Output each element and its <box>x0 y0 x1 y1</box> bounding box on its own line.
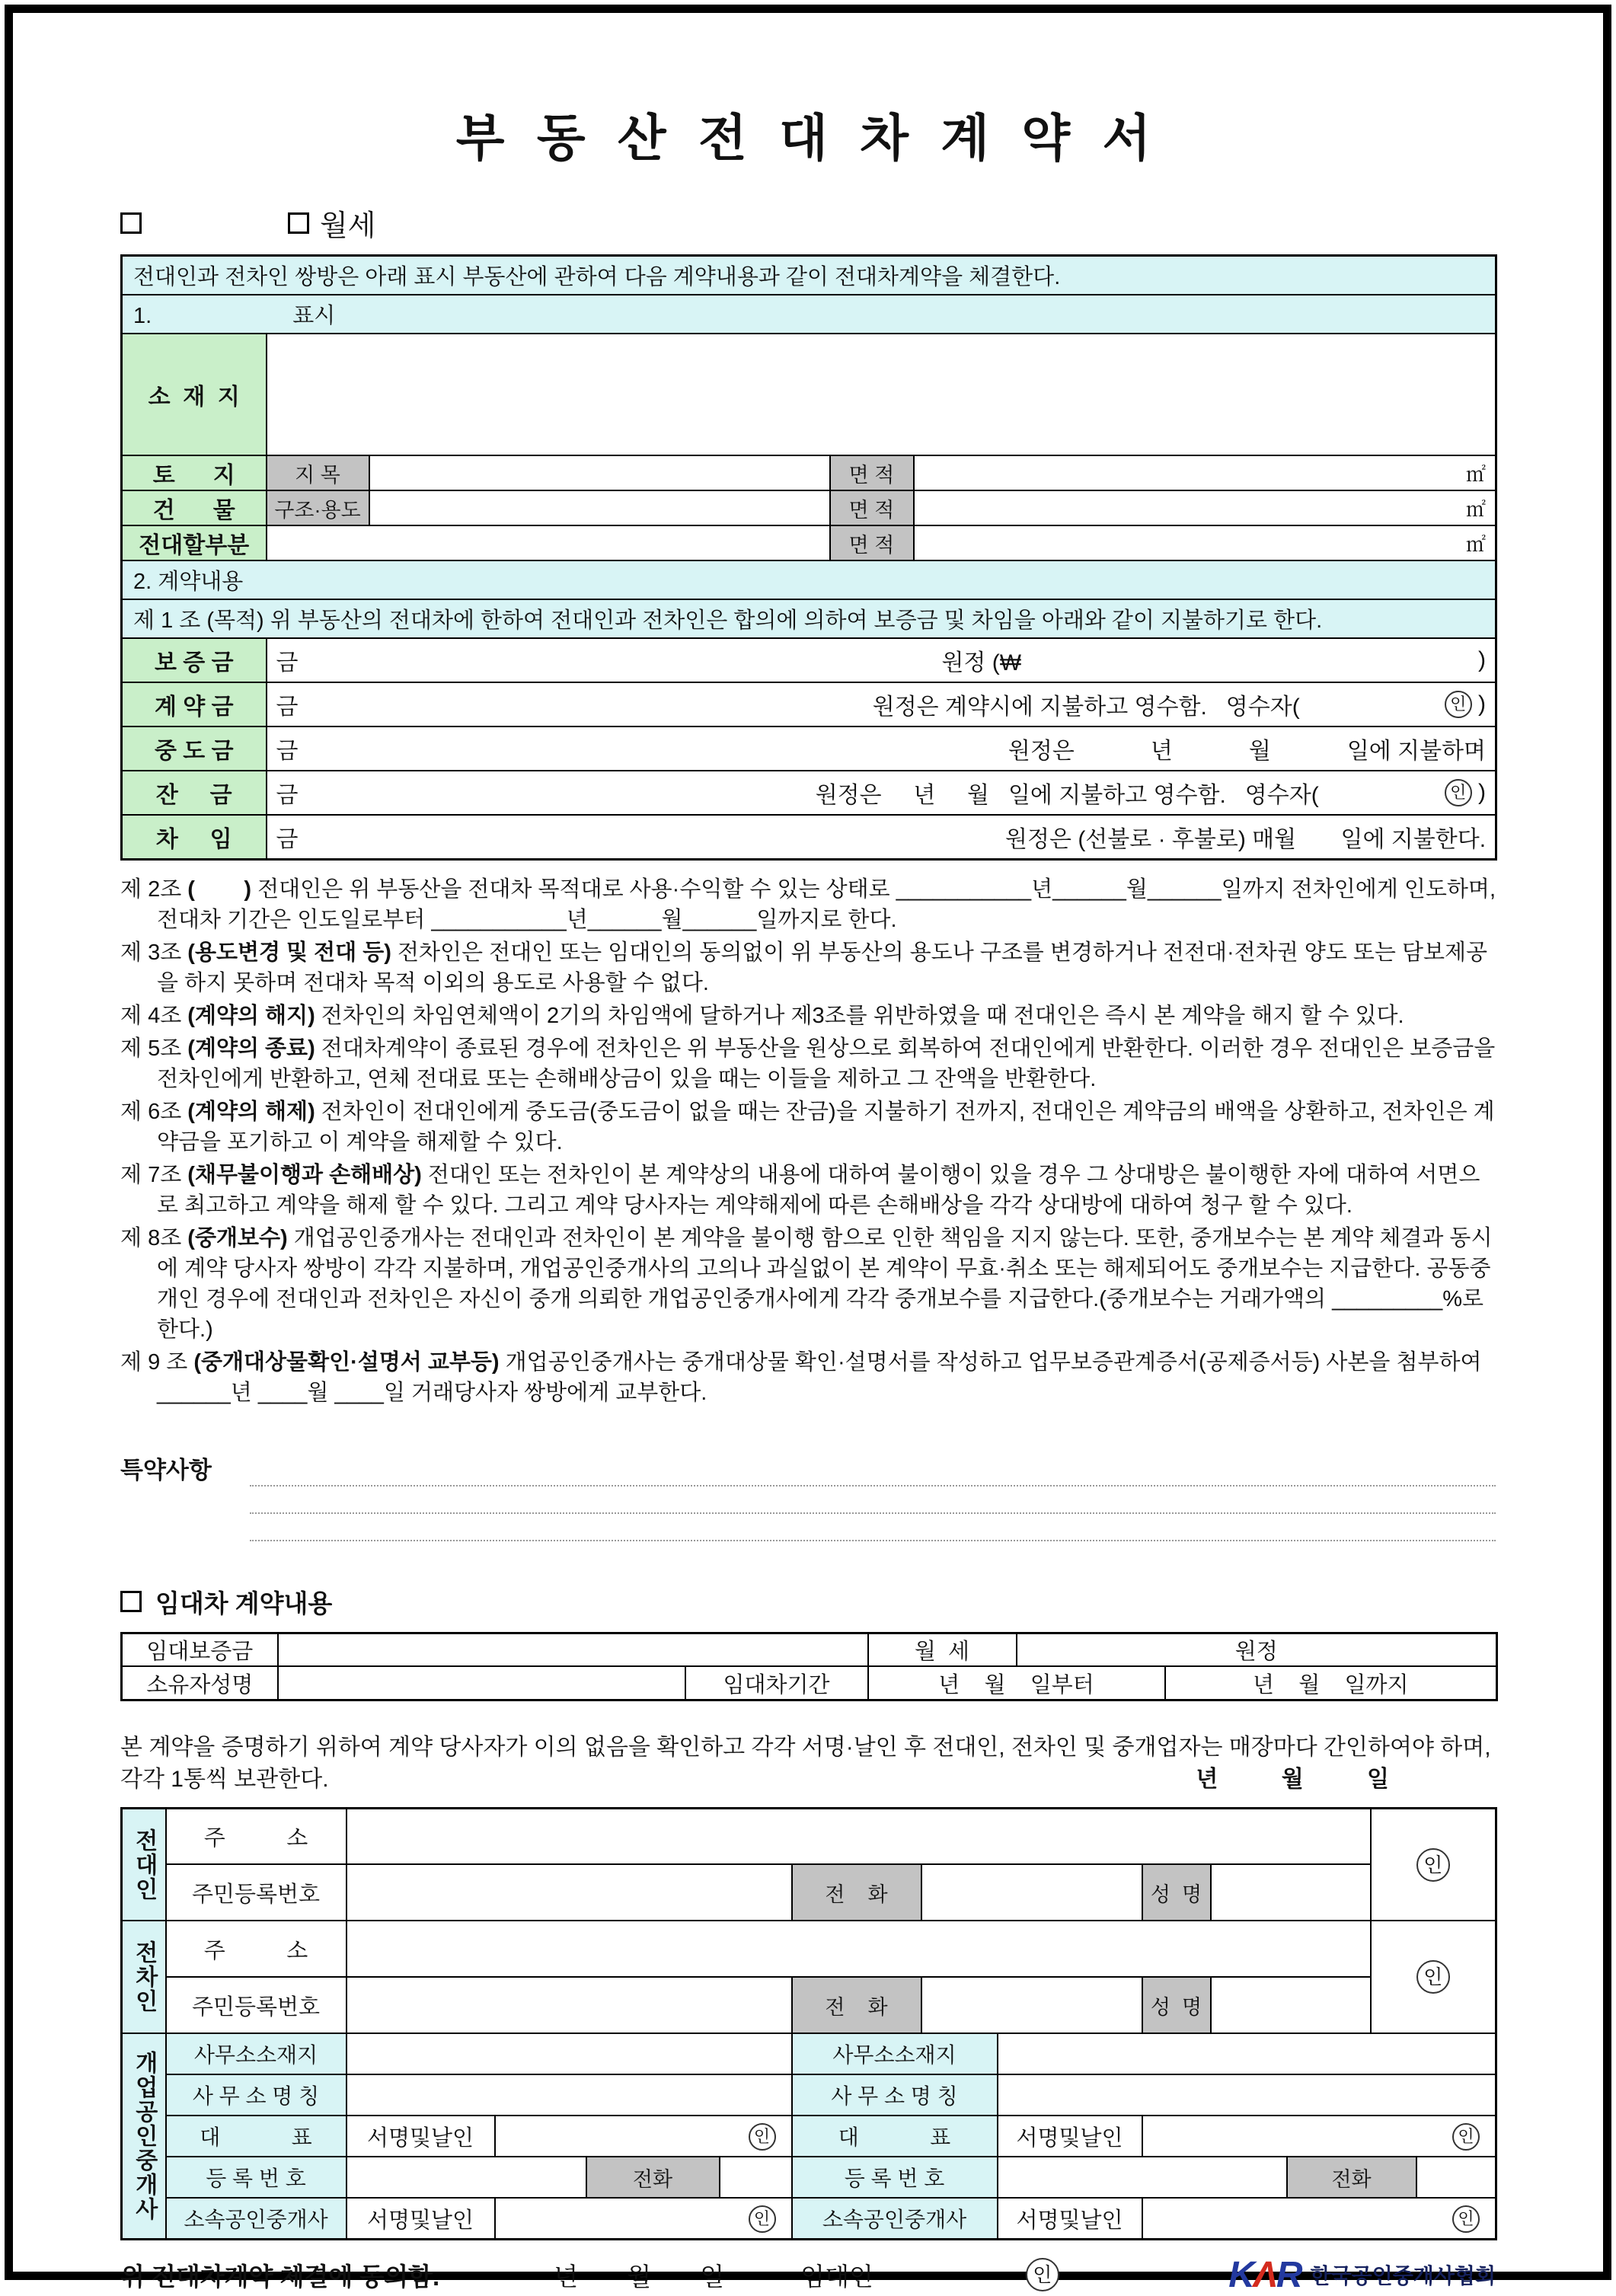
deposit-text-post: ) <box>1478 647 1487 672</box>
sublessor-seal-cell[interactable] <box>1371 1808 1496 1921</box>
section-1-title: 표시 <box>292 304 336 328</box>
broker2-office-name-label: 사 무 소 명 칭 <box>792 2074 998 2116</box>
sublessee-rrn-input[interactable] <box>347 1977 792 2033</box>
clause-9: 제 9 조 (중개대상물확인·설명서 교부등) 개업공인중개사는 중개대상물 확인·설명서를 작성하고 업무보증관계증서(공제증서등) 사본을 첨부하여 ______년 ____월 ____일 거래당사자 쌍방에게 교부한다. <box>120 1349 1482 1405</box>
sublessor-rrn-label: 주민등록번호 <box>166 1864 347 1921</box>
middle-payment-input[interactable] <box>267 726 1496 771</box>
building-use-input[interactable] <box>369 490 830 525</box>
special-terms-line-3[interactable] <box>250 1514 1496 1541</box>
rent-prefix: 금 <box>276 826 299 852</box>
contract-intro: 전대인과 전차인 쌍방은 아래 표시 부동산에 관하여 다음 계약내용과 같이 전대차계약을 체결한다. <box>122 256 1496 295</box>
wolse-checkbox[interactable] <box>288 212 309 234</box>
monthly-rent-amount[interactable]: 원정 <box>1017 1633 1497 1666</box>
broker2-rep-seal-icon: 인 <box>1452 2123 1480 2151</box>
middle-payment-label: 중 도 금 <box>122 726 267 771</box>
kar-logo <box>1228 2254 1496 2296</box>
land-area-input[interactable] <box>914 455 1496 490</box>
sublessee-rrn-label: 주민등록번호 <box>166 1977 347 2033</box>
building-area-input[interactable] <box>914 490 1496 525</box>
land-type-input[interactable] <box>369 455 830 490</box>
article-1-text: 제 1 조 (목적) 위 부동산의 전대차에 한하여 전대인과 전차인은 합의에 의하여 보증금 및 차임을 아래와 같이 지불하기로 한다. <box>122 599 1496 638</box>
deposit-label: 보 증 금 <box>122 638 267 682</box>
lease-period-label: 임대차기간 <box>685 1666 868 1700</box>
middle-payment-text: 원정은 년 월 일에 지불하며 <box>1008 739 1487 764</box>
rent-label: 차 임 <box>122 815 267 859</box>
closing-text: 본 계약을 증명하기 위하여 계약 당사자가 이의 없음을 확인하고 각각 서명·날인 후 전대인, 전차인 및 중개업자는 매장마다 간인하여야 하며, 각각 1통씩 보관한다. <box>120 1734 1491 1793</box>
broker1-registration-label: 등 록 번 호 <box>166 2157 347 2198</box>
section-1-header <box>122 295 1496 334</box>
closing-date[interactable]: 년 월 일 <box>1196 1767 1389 1793</box>
sublessee-name-label: 성 명 <box>1142 1977 1211 2033</box>
broker1-rep-seal-icon: 인 <box>749 2123 776 2151</box>
special-terms-label: 특약사항 <box>120 1456 212 1483</box>
kar-logo-mark: KΛR <box>1228 2254 1301 2295</box>
signatures-table <box>120 1807 1497 2240</box>
sqm-unit: ㎡ <box>1466 497 1487 521</box>
clause-4: 제 4조 (계약의 해지) 전차인의 차임연체액이 2기의 차임액에 달하거나 제3조를 위반하였을 때 전대인은 즉시 본 계약을 해지 할 수 있다. <box>120 1003 1404 1028</box>
building-area-label: 면 적 <box>830 490 914 525</box>
rent-input[interactable] <box>267 815 1496 859</box>
sublessor-seal-icon: 인 <box>1416 1848 1450 1882</box>
down-payment-prefix: 금 <box>276 695 299 720</box>
broker1-phone-label: 전화 <box>586 2157 720 2198</box>
broker2-associate-label: 소속공인중개사 <box>792 2198 998 2239</box>
balance-text-pre: 원정은 년 월 일에 지불하고 영수함. 영수자( <box>815 783 1319 808</box>
sublessee-section-label: 전차인 <box>122 1921 166 2033</box>
balance-text-post: ) <box>1471 780 1487 805</box>
broker1-office-name-input[interactable] <box>347 2074 792 2116</box>
clause-5: 제 5조 (계약의 종료) 전대차계약이 종료된 경우에 전차인은 위 부동산을 원상으로 회복하여 전대인에게 반환한다. 이러한 경우 전대인은 보증금을 전차인에게 반환하고, 연체 전대료 또는 손해배상금이 있을 때는 이들을 제하고 그 잔액을 반환한다. <box>120 1036 1496 1091</box>
sublessee-name-input[interactable] <box>1211 1977 1371 2033</box>
special-terms-line-2[interactable] <box>250 1486 1496 1514</box>
broker2-rep-sign-input[interactable] <box>1142 2116 1496 2157</box>
rental-terms-title: 임대차 계약내용 <box>155 1589 333 1617</box>
closing-statement <box>120 1732 1496 1796</box>
broker2-rep-sign-label: 서명및날인 <box>998 2116 1142 2157</box>
location-label: 소 재 지 <box>122 334 267 455</box>
down-payment-text-post: ) <box>1471 691 1487 717</box>
balance-label: 잔 금 <box>122 771 267 815</box>
consent-date[interactable]: 년 월 일 <box>554 2262 725 2291</box>
sublessor-address-label: 주 소 <box>166 1808 347 1864</box>
sublessor-phone-label: 전 화 <box>792 1864 921 1921</box>
wolse-checkbox-label: 월세 <box>320 210 376 242</box>
broker2-office-address-label: 사무소소재지 <box>792 2033 998 2074</box>
sublessor-phone-input[interactable] <box>921 1864 1142 1921</box>
clause-2: 제 2조 ( ) 전대인은 위 부동산을 전대차 목적대로 사용·수익할 수 있는 상태로 ___________년______월______일까지 전차인에게 인도하며, 전대차 기간은 인도일로부터 ___________년______월______일까지로 한다. <box>120 877 1496 932</box>
land-label: 토 지 <box>122 455 267 490</box>
contract-document <box>120 0 1496 2296</box>
sublessee-phone-input[interactable] <box>921 1977 1142 2033</box>
landlord-consent-text: 위 전대차계약 체결에 동의함. <box>120 2262 440 2291</box>
building-label: 건 물 <box>122 490 267 525</box>
landlord-seal-icon: 인 <box>1026 2258 1059 2291</box>
landlord-label: 임대인 <box>800 2262 873 2291</box>
contract-type-row <box>120 202 1496 244</box>
owner-name-input[interactable] <box>278 1666 685 1700</box>
sublessee-phone-label: 전 화 <box>792 1977 921 2033</box>
broker2-assoc-sign-input[interactable] <box>1142 2198 1496 2239</box>
sublet-area-label: 면 적 <box>830 525 914 560</box>
sublessor-address-input[interactable] <box>347 1808 1371 1864</box>
sublessee-seal-icon: 인 <box>1416 1960 1450 1994</box>
broker2-phone-label: 전화 <box>1287 2157 1416 2198</box>
page-title: 부 동 산 전 대 차 계 약 서 <box>455 110 1161 166</box>
broker2-registration-input[interactable] <box>998 2157 1287 2198</box>
clause-3: 제 3조 (용도변경 및 전대 등) 전차인은 전대인 또는 임대인의 동의없이 위 부동산의 용도나 구조를 변경하거나 전전대·전차권 양도 또는 담보제공을 하지 못하며 전대차 목적 이외의 용도로 사용할 수 없다. <box>120 940 1488 995</box>
special-terms-line-1[interactable] <box>250 1459 1496 1486</box>
broker1-registration-input[interactable] <box>347 2157 586 2198</box>
broker2-representative-label: 대 표 <box>792 2116 998 2157</box>
sublet-area-input[interactable] <box>914 525 1496 560</box>
rental-deposit-input[interactable] <box>278 1633 868 1666</box>
lease-period-from[interactable]: 년 월 일부터 <box>868 1666 1165 1700</box>
broker1-associate-label: 소속공인중개사 <box>166 2198 347 2239</box>
rental-terms-checkbox[interactable] <box>120 1591 142 1612</box>
broker2-assoc-sign-label: 서명및날인 <box>998 2198 1142 2239</box>
balance-prefix: 금 <box>276 783 299 808</box>
sublessor-section-label: 전대인 <box>122 1808 166 1921</box>
rental-terms-header <box>120 1584 1496 1620</box>
sublessee-address-label: 주 소 <box>166 1921 347 1977</box>
broker1-representative-label: 대 표 <box>166 2116 347 2157</box>
deposit-prefix: 금 <box>276 650 299 675</box>
broker1-office-address-label: 사무소소재지 <box>166 2033 347 2074</box>
jeonse-checkbox[interactable] <box>120 212 142 234</box>
section-1-number: 1. <box>133 304 152 328</box>
sublessee-seal-cell[interactable] <box>1371 1921 1496 2033</box>
middle-payment-prefix: 금 <box>276 739 299 764</box>
section-2-header: 2. 계약내용 <box>122 560 1496 599</box>
footer <box>120 2254 1496 2296</box>
contract-clauses <box>120 874 1496 1408</box>
down-payment-label: 계 약 금 <box>122 682 267 726</box>
rent-text: 원정은 (선불로 · 후불로) 매월 일에 지불한다. <box>1005 826 1487 852</box>
clause-8: 제 8조 (중개보수) 개업공인중개사는 전대인과 전차인이 본 계약을 불이행 함으로 인한 책임을 지지 않는다. 또한, 중개보수는 본 계약 체결과 동시에 계약 당사자 쌍방이 각각 지불하며, 개업공인중개사의 고의나 과실없이 본 계약이 무효·취소 또는 해제되어도 중개보수는 지급한다. 공동중개인 경우에 전대인과 전차인은 자신이 중개 의뢰한 개업공인중개사에게 각각 중개보수를 지급한다.(중개보수는 거래가액의 _________%로 한다.) <box>120 1225 1493 1342</box>
lease-period-to[interactable]: 년 월 일까지 <box>1165 1666 1497 1700</box>
broker1-rep-sign-label: 서명및날인 <box>347 2116 495 2157</box>
broker2-phone-input[interactable] <box>1416 2157 1496 2198</box>
rental-terms-table <box>120 1632 1498 1701</box>
broker1-assoc-sign-input[interactable] <box>495 2198 792 2239</box>
broker2-assoc-seal-icon: 인 <box>1452 2205 1480 2233</box>
sublessor-rrn-input[interactable] <box>347 1864 792 1921</box>
sublet-portion-input[interactable] <box>267 525 830 560</box>
broker1-phone-input[interactable] <box>720 2157 792 2198</box>
sublessee-address-input[interactable] <box>347 1921 1371 1977</box>
deposit-input[interactable] <box>267 638 1496 682</box>
special-terms-section <box>120 1451 1496 1541</box>
sqm-unit: ㎡ <box>1466 532 1487 556</box>
clause-7: 제 7조 (채무불이행과 손해배상) 전대인 또는 전차인이 본 계약상의 내용에 대하여 불이행이 있을 경우 그 상대방은 불이행한 자에 대하여 서면으로 최고하고 계약을 해제 할 수 있다. 그리고 계약 당사자는 계약해제에 따른 손해배상을 각각 상대방에 대하여 청구 할 수 있다. <box>120 1162 1480 1218</box>
building-use-label: 구조·용도 <box>267 490 369 525</box>
sqm-unit: ㎡ <box>1466 462 1487 486</box>
location-input[interactable] <box>267 334 1496 455</box>
balance-seal-icon: 인 <box>1445 779 1472 806</box>
broker1-office-address-input[interactable] <box>347 2033 792 2074</box>
deposit-text-pre: 원정 (₩ <box>941 650 1022 675</box>
land-type-label: 지 목 <box>267 455 369 490</box>
owner-name-label: 소유자성명 <box>122 1666 278 1700</box>
rental-deposit-label: 임대보증금 <box>122 1633 278 1666</box>
broker2-office-name-input[interactable] <box>998 2074 1496 2116</box>
kar-association-name: 한국공인중개사협회 <box>1310 2264 1496 2288</box>
broker1-office-name-label: 사 무 소 명 칭 <box>166 2074 347 2116</box>
broker1-rep-sign-input[interactable] <box>495 2116 792 2157</box>
broker1-assoc-sign-label: 서명및날인 <box>347 2198 495 2239</box>
down-payment-seal-icon: 인 <box>1445 691 1472 718</box>
broker2-registration-label: 등 록 번 호 <box>792 2157 998 2198</box>
broker-section-label: 개업공인중개사 <box>122 2033 166 2239</box>
clause-6: 제 6조 (계약의 해제) 전차인이 전대인에게 중도금(중도금이 없을 때는 잔금)을 지불하기 전까지, 전대인은 계약금의 배액을 상환하고, 전차인은 계약금을 포기하고 이 계약을 해제할 수 있다. <box>120 1099 1495 1154</box>
property-contract-table <box>120 254 1497 861</box>
down-payment-text-pre: 원정은 계약시에 지불하고 영수함. 영수자( <box>872 695 1300 720</box>
sublessor-name-input[interactable] <box>1211 1864 1371 1921</box>
monthly-rent-label: 월 세 <box>868 1633 1017 1666</box>
land-area-label: 면 적 <box>830 455 914 490</box>
down-payment-input[interactable] <box>267 682 1496 726</box>
broker2-office-address-input[interactable] <box>998 2033 1496 2074</box>
balance-input[interactable] <box>267 771 1496 815</box>
broker1-assoc-seal-icon: 인 <box>749 2205 776 2233</box>
sublet-portion-label: 전대할부분 <box>122 525 267 560</box>
sublessor-name-label: 성 명 <box>1142 1864 1211 1921</box>
